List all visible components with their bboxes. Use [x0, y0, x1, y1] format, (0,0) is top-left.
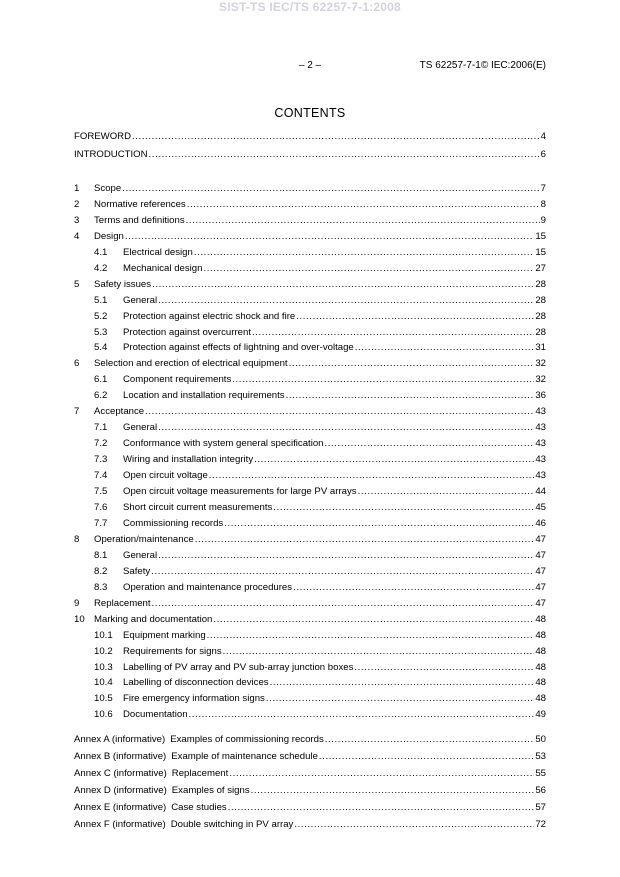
- toc-entry-number: 10.6: [94, 709, 113, 720]
- toc-entry-page: 47: [535, 550, 546, 561]
- toc-entry-number: 10.3: [94, 662, 113, 673]
- toc-entry-number: 5: [74, 279, 80, 290]
- toc-entry-page: 32: [535, 374, 546, 385]
- dot-leader: [289, 357, 535, 370]
- toc-entry-number: 6.2: [94, 390, 108, 401]
- dot-leader: [223, 645, 535, 658]
- toc-entry[interactable]: [94, 549, 546, 562]
- toc-entry-page: 48: [535, 693, 546, 704]
- toc-entry-number: 7.6: [94, 502, 108, 513]
- toc-entry-title: Mechanical design: [123, 263, 203, 274]
- toc-entry[interactable]: [94, 581, 546, 594]
- toc-entry[interactable]: [94, 421, 546, 434]
- toc-entry-number: 7.7: [94, 518, 108, 529]
- toc-entry-page: 47: [535, 598, 546, 609]
- toc-entry[interactable]: [94, 645, 546, 658]
- toc-entry[interactable]: [94, 246, 546, 259]
- dot-leader: [194, 246, 534, 259]
- toc-entry-number: 7: [74, 406, 80, 417]
- toc-entry[interactable]: [74, 230, 546, 243]
- toc-entry-page: 28: [535, 295, 546, 306]
- dot-leader: [132, 130, 540, 143]
- toc-entry-number: 5.4: [94, 342, 108, 353]
- toc-entry-number: Annex F (informative): [74, 819, 166, 830]
- toc-entry[interactable]: [74, 597, 546, 610]
- toc-entry-number: 9: [74, 598, 80, 609]
- dot-leader: [158, 421, 534, 434]
- toc-entry-title: Acceptance: [94, 406, 145, 417]
- toc-entry[interactable]: [94, 262, 546, 275]
- toc-entry-title: Requirements for signs: [123, 646, 222, 657]
- toc-entry[interactable]: [74, 750, 546, 763]
- toc-entry-number: 6: [74, 358, 80, 369]
- toc-entry-number: Annex E (informative): [74, 802, 167, 813]
- toc-entry[interactable]: [74, 357, 546, 370]
- toc-entry[interactable]: [94, 692, 546, 705]
- toc-entry-number: Annex A (informative): [74, 734, 166, 745]
- toc-entry-page: 48: [535, 630, 546, 641]
- toc-entry-page: 57: [535, 802, 546, 813]
- toc-entry-number: 5.2: [94, 311, 108, 322]
- toc-entry-page: 9: [540, 215, 546, 226]
- toc-entry-title: Documentation: [123, 709, 188, 720]
- toc-entry-number: 5.3: [94, 327, 108, 338]
- toc-entry-number: 3: [74, 215, 80, 226]
- toc-entry-title: Protection against overcurrent: [123, 327, 251, 338]
- toc-entry-page: 31: [535, 342, 546, 353]
- toc-entry-title: Replacement: [171, 768, 229, 779]
- dot-leader: [325, 437, 535, 450]
- dot-leader: [286, 389, 535, 402]
- toc-entry-page: 6: [540, 149, 546, 160]
- toc-entry-page: 15: [535, 231, 546, 242]
- toc-entry-number: 7.5: [94, 486, 108, 497]
- toc-entry[interactable]: [74, 130, 546, 143]
- toc-entry-page: 55: [535, 768, 546, 779]
- toc-entry-title: Safety: [123, 566, 151, 577]
- toc-entry[interactable]: [74, 801, 546, 814]
- toc-entry-page: 46: [535, 518, 546, 529]
- toc-entry[interactable]: [94, 501, 546, 514]
- toc-entry-number: 8: [74, 534, 80, 545]
- toc-entry-title: Fire emergency information signs: [123, 693, 265, 704]
- dot-leader: [145, 405, 534, 418]
- toc-entry[interactable]: [94, 676, 546, 689]
- toc-entry-page: 72: [535, 819, 546, 830]
- toc-entry-title: Normative references: [94, 199, 186, 210]
- dot-leader: [151, 565, 534, 578]
- toc-entry[interactable]: [74, 533, 546, 546]
- toc-entry-number: Annex B (informative): [74, 751, 167, 762]
- toc-entry[interactable]: [94, 517, 546, 530]
- toc-entry-page: 43: [535, 454, 546, 465]
- toc-entry-number: Annex D (informative): [74, 785, 167, 796]
- toc-entry-number: 7.4: [94, 470, 108, 481]
- dot-leader: [358, 485, 535, 498]
- toc-entry-page: 43: [535, 406, 546, 417]
- dot-leader: [266, 692, 534, 705]
- dot-leader: [251, 784, 535, 797]
- toc-entry-title: Labelling of disconnection devices: [123, 677, 269, 688]
- toc-entry[interactable]: [74, 182, 546, 195]
- toc-entry-page: 50: [535, 734, 546, 745]
- toc-entry-page: 48: [535, 677, 546, 688]
- dot-leader: [319, 750, 534, 763]
- toc-entry[interactable]: [94, 341, 546, 354]
- toc-entry-number: 2: [74, 199, 80, 210]
- dot-leader: [152, 278, 534, 291]
- toc-entry[interactable]: [74, 784, 546, 797]
- toc-entry-number: 7.3: [94, 454, 108, 465]
- toc-entry-page: 45: [535, 502, 546, 513]
- toc-entry-title: General: [123, 295, 158, 306]
- toc-entry-page: 53: [535, 751, 546, 762]
- dot-leader: [229, 767, 534, 780]
- toc-entry-page: 36: [535, 390, 546, 401]
- toc-entry-title: Case studies: [171, 802, 227, 813]
- toc-entry-title: Location and installation requirements: [123, 390, 285, 401]
- toc-entry-title: Marking and documentation: [94, 614, 213, 625]
- toc-entry[interactable]: [94, 326, 546, 339]
- toc-entry-title: Operation/maintenance: [94, 534, 194, 545]
- toc-entry[interactable]: [94, 629, 546, 642]
- toc-entry-number: 7.1: [94, 422, 108, 433]
- toc-entry-number: 10.1: [94, 630, 113, 641]
- dot-leader: [186, 214, 540, 227]
- dot-leader: [355, 341, 535, 354]
- toc-entry-title: Component requirements: [123, 374, 232, 385]
- dot-leader: [294, 818, 534, 831]
- toc-entry-title: Scope: [94, 183, 122, 194]
- toc-entry-title: Selection and erection of electrical equipment: [94, 358, 288, 369]
- toc-entry[interactable]: [94, 389, 546, 402]
- toc-entry-title: Open circuit voltage measurements for large PV arrays: [123, 486, 357, 497]
- dot-leader: [252, 326, 534, 339]
- toc-entry-page: 28: [535, 279, 546, 290]
- toc-entry-title: Operation and maintenance procedures: [123, 582, 293, 593]
- toc-entry[interactable]: [74, 733, 546, 746]
- toc-entry-title: Terms and definitions: [94, 215, 185, 226]
- toc-entry-title: Replacement: [94, 598, 151, 609]
- toc-entry-title: Protection against effects of lightning and over-voltage: [123, 342, 354, 353]
- dot-leader: [189, 708, 535, 721]
- toc-entry-page: 48: [535, 646, 546, 657]
- toc-entry-title: Protection against electric shock and fire: [123, 311, 296, 322]
- toc-entry-page: 56: [535, 785, 546, 796]
- toc-entry[interactable]: [94, 485, 546, 498]
- toc-entry-page: 47: [535, 566, 546, 577]
- dot-leader: [232, 373, 534, 386]
- dot-leader: [293, 581, 534, 594]
- toc-entry-title: Wiring and installation integrity: [123, 454, 254, 465]
- toc-entry-title: General: [123, 550, 158, 561]
- toc-entry-page: 47: [535, 582, 546, 593]
- toc-entry-page: 4: [540, 131, 546, 142]
- toc-entry-number: 8.2: [94, 566, 108, 577]
- toc-entry[interactable]: [74, 278, 546, 291]
- dot-leader: [195, 533, 535, 546]
- toc-entry-title: Double switching in PV array: [170, 819, 294, 830]
- toc-entry-title: Open circuit voltage: [123, 470, 208, 481]
- dot-leader: [273, 501, 534, 514]
- dot-leader: [228, 801, 535, 814]
- dot-leader: [296, 310, 534, 323]
- toc-entry[interactable]: [74, 148, 546, 161]
- toc-entry-number: 10.5: [94, 693, 113, 704]
- toc-entry-number: 4.1: [94, 247, 108, 258]
- toc-entry-title: Examples of commissioning records: [170, 734, 324, 745]
- toc-entry-title: Commissioning records: [123, 518, 224, 529]
- dot-leader: [254, 453, 534, 466]
- dot-leader: [207, 629, 535, 642]
- toc-entry-page: 32: [535, 358, 546, 369]
- toc-entry[interactable]: [94, 708, 546, 721]
- toc-entry-title: Equipment marking: [123, 630, 206, 641]
- dot-leader: [203, 262, 534, 275]
- toc-entry[interactable]: [94, 565, 546, 578]
- toc-entry-page: 49: [535, 709, 546, 720]
- toc-entry-number: 6.1: [94, 374, 108, 385]
- toc-entry[interactable]: [94, 294, 546, 307]
- toc-entry-page: 28: [535, 311, 546, 322]
- dot-leader: [354, 661, 534, 674]
- dot-leader: [224, 517, 534, 530]
- toc-entry[interactable]: [74, 613, 546, 626]
- toc-entry-title: Example of maintenance schedule: [171, 751, 318, 762]
- dot-leader: [125, 230, 534, 243]
- toc-entry-number: 8.3: [94, 582, 108, 593]
- toc-entry-title: Electrical design: [123, 247, 193, 258]
- toc-entry-page: 43: [535, 422, 546, 433]
- toc-entry-number: 4: [74, 231, 80, 242]
- dot-leader: [270, 676, 535, 689]
- toc-entry[interactable]: [74, 405, 546, 418]
- toc-entry-page: 43: [535, 470, 546, 481]
- toc-entry-title: Conformance with system general specification: [123, 438, 324, 449]
- toc-entry-page: 44: [535, 486, 546, 497]
- toc-entry-page: 47: [535, 534, 546, 545]
- toc-entry[interactable]: [94, 469, 546, 482]
- toc-entry[interactable]: [94, 661, 546, 674]
- dot-leader: [325, 733, 535, 746]
- toc-entry-title: Examples of signs: [171, 785, 250, 796]
- toc-entry-number: 1: [74, 183, 80, 194]
- toc-entry-page: 48: [535, 662, 546, 673]
- watermark-text: SIST-TS IEC/TS 62257-7-1:2008: [219, 0, 401, 14]
- toc-entry-title: FOREWORD: [74, 131, 132, 142]
- toc-entry-number: 5.1: [94, 295, 108, 306]
- toc-entry[interactable]: [94, 310, 546, 323]
- toc-entry[interactable]: [74, 767, 546, 780]
- toc-entry-page: 48: [535, 614, 546, 625]
- toc-entry-number: 10: [74, 614, 85, 625]
- toc-entry[interactable]: [74, 214, 546, 227]
- toc-entry-page: 43: [535, 438, 546, 449]
- toc-entry-number: 8.1: [94, 550, 108, 561]
- toc-entry[interactable]: [74, 818, 546, 831]
- toc-entry-page: 7: [540, 183, 546, 194]
- toc-entry-page: 28: [535, 327, 546, 338]
- dot-leader: [158, 549, 534, 562]
- toc-entry-page: 27: [535, 263, 546, 274]
- dot-leader: [158, 294, 534, 307]
- dot-leader: [187, 198, 540, 211]
- toc-entry-number: 4.2: [94, 263, 108, 274]
- toc-entry-page: 8: [540, 199, 546, 210]
- toc-entry[interactable]: [74, 198, 546, 211]
- toc-entry-page: 15: [535, 247, 546, 258]
- dot-leader: [122, 182, 539, 195]
- contents-title: CONTENTS: [274, 106, 346, 120]
- toc-entry-number: 10.2: [94, 646, 113, 657]
- toc-entry-title: Safety issues: [94, 279, 152, 290]
- page-number: – 2 –: [298, 60, 322, 71]
- toc-entry-title: General: [123, 422, 158, 433]
- dot-leader: [213, 613, 534, 626]
- dot-leader: [209, 469, 535, 482]
- toc-entry-number: Annex C (informative): [74, 768, 167, 779]
- toc-entry-title: Short circuit current measurements: [123, 502, 273, 513]
- toc-entry-title: Labelling of PV array and PV sub-array junction boxes: [123, 662, 354, 673]
- toc-entry-number: 10.4: [94, 677, 113, 688]
- toc-entry[interactable]: [94, 437, 546, 450]
- dot-leader: [152, 597, 535, 610]
- toc-entry[interactable]: [94, 373, 546, 386]
- toc-entry-title: Design: [94, 231, 124, 242]
- toc-entry-title: INTRODUCTION: [74, 149, 148, 160]
- toc-entry-number: 7.2: [94, 438, 108, 449]
- toc-entry[interactable]: [94, 453, 546, 466]
- dot-leader: [149, 148, 540, 161]
- standard-reference: TS 62257-7-1© IEC:2006(E): [419, 60, 546, 71]
